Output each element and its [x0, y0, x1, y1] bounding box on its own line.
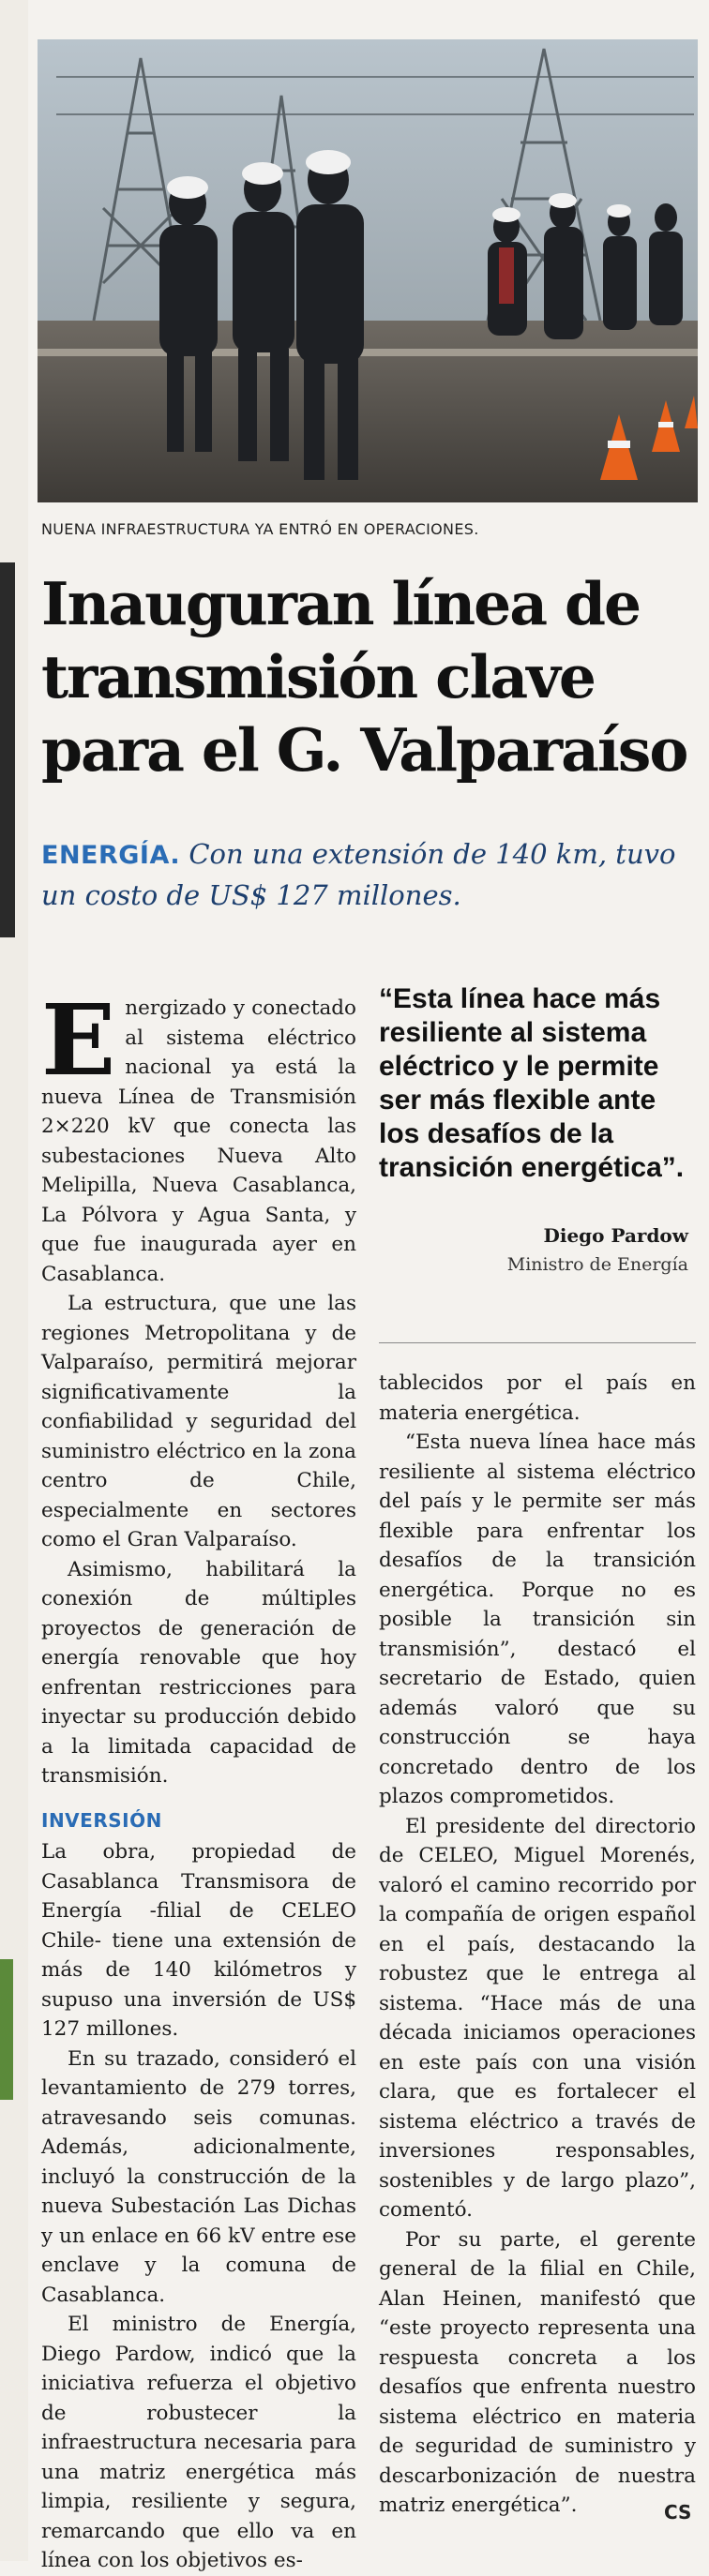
pull-quote-text: “Esta línea hace más resiliente al sistema eléctrico y le permite ser más flexible ante los desafíos de la transición energética”.: [379, 983, 685, 1183]
pull-quote-divider: [379, 1342, 696, 1343]
paragraph-3: Asimismo, habilitará la conexión de múltiples proyectos de generación de energía renovable que hoy enfrentan restricciones para inyectar su producción debido a la limitada capacidad de transmisión.: [41, 1557, 356, 1788]
paragraph-1: [41, 982, 356, 1289]
paragraph-4: La obra, propiedad de Casablanca Transmisora de Energía -filial de CELEO Chile- tiene una extensión de más de 140 kilómetros y supuso una inversión de US$ 127 millones.: [41, 1840, 356, 2041]
headline: [41, 567, 698, 786]
drop-cap: E: [41, 982, 116, 1098]
pull-quote-author: Diego Pardow: [543, 1224, 688, 1247]
adjacent-green-strip: [0, 1959, 13, 2100]
paragraph-1-text: nergizado y conectado al sistema eléctrico nacional ya está la nueva Línea de Transmisión 2×220 kV que conecta las subestaciones Nueva Alto Melipilla, Nueva Casablanca, La Pólvora y Agua Santa, y que fue inaugurada ayer en Casablanca.: [41, 996, 356, 1286]
article-column-1: [41, 982, 356, 2576]
subhead-inversion: INVERSIÓN: [41, 1808, 162, 1832]
paragraph-10: Por su parte, el gerente general de la filial en Chile, Alan Heinen, manifestó que “este proyecto representa una respuesta concreta a los desafíos que enfrenta nuestro sistema eléctrico en materia de seguridad de suministro y descarbonización de nuestra matriz energética”.: [379, 2227, 696, 2517]
substation-visit-illustration: [38, 39, 698, 502]
pull-quote-role: Ministro de Energía: [506, 1254, 688, 1275]
paragraph-5: En su trazado, consideró el levantamiento de 279 torres, atravesando seis comunas. Además, adicionalmente, incluyó la construcción de la nueva Subestación Las Dichas y un enlace en 66 kV entre ese enclave y la comuna de Casablanca.: [41, 2046, 356, 2307]
pull-quote: [379, 982, 688, 1275]
paragraph-9: El presidente del directorio de CELEO, Miguel Morenés, valoró el camino recorrido por la compañía de origen español en el país, destacando la robustez que le entrega al sistema. “Hace más de una década iniciamos operaciones en este país con una visión clara, que es fortalecer el sistema eléctrico a través de inversiones responsables, sostenibles y de largo plazo”, comentó.: [379, 1814, 696, 2222]
adjacent-dark-bar: [0, 562, 15, 937]
paragraph-6: El ministro de Energía, Diego Pardow, indicó que la iniciativa refuerza el objetivo de robustecer la infraestructura necesaria para una matriz energética más limpia, resiliente y segura, remarcando que ello va en línea con los objetivos es-: [41, 2313, 356, 2572]
section-kicker: ENERGÍA.: [41, 841, 181, 870]
paragraph-7: tablecidos por el país en materia energética.: [379, 1371, 696, 1425]
article-column-2: [379, 1369, 696, 2521]
news-photo: [38, 39, 698, 502]
author-signature: CS: [664, 2501, 692, 2524]
article-deck: [41, 834, 698, 915]
deck-text: Con una extensión de 140 km, tuvo un costo de US$ 127 millones.: [41, 838, 676, 911]
paragraph-2: La estructura, que une las regiones Metropolitana y de Valparaíso, permitirá mejorar significativamente la confiabilidad y seguridad del suministro eléctrico en la zona centro de Chile, especialmente en sectores como el Gran Valparaíso.: [41, 1292, 356, 1551]
headline-line-3: para el G. Valparaíso: [41, 715, 687, 785]
headline-line-2: transmisión clave: [41, 642, 595, 711]
paragraph-8: “Esta nueva línea hace más resiliente al sistema eléctrico del país y le permite ser más flexible para enfrentar los desafíos de la transición energética. Porque no es posible la transición sin transmisión”, destacó el secretario de Estado, quien además valoró que su construcción se haya concretado dentro de los plazos comprometidos.: [379, 1430, 696, 1808]
adjacent-page-edge: [0, 0, 28, 2561]
photo-caption: NUENA INFRAESTRUCTURA YA ENTRÓ EN OPERACIONES.: [41, 520, 479, 538]
headline-line-1: Inauguran línea de: [41, 569, 641, 638]
